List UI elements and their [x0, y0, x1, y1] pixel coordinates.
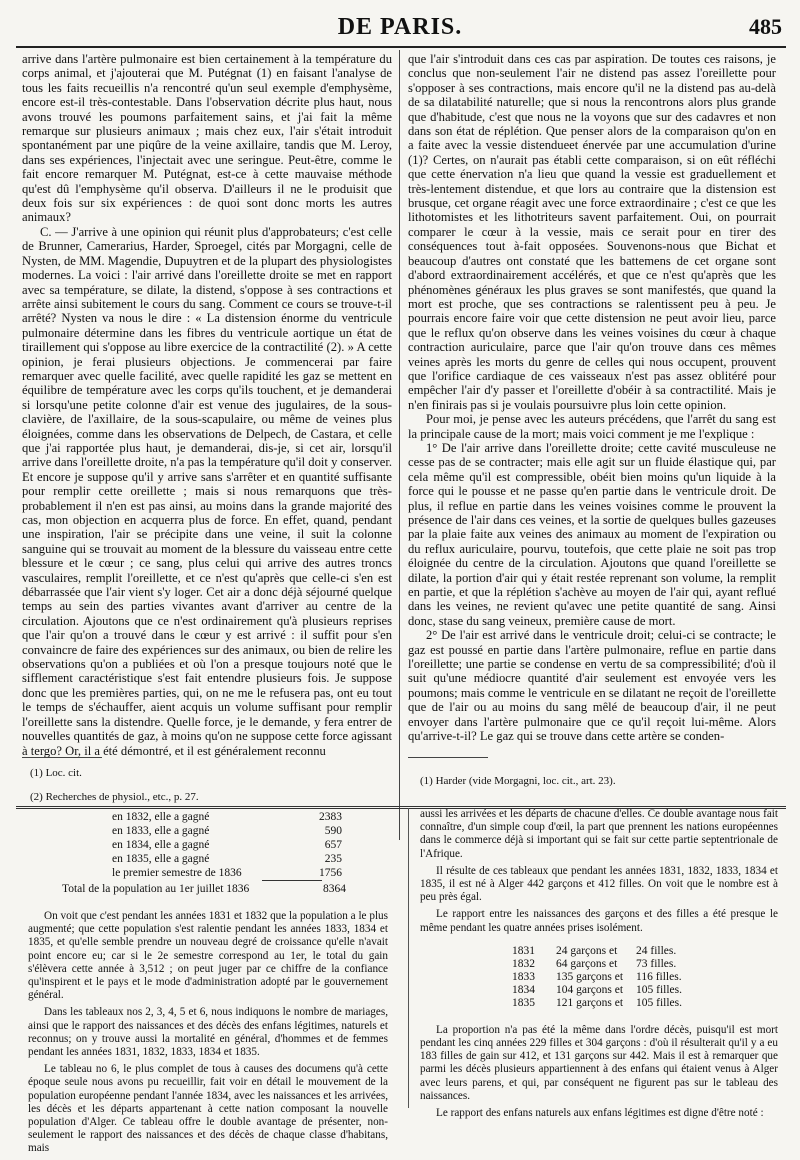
lower-paragraph: La proportion n'a pas été la même dans l'ordre décès, puisqu'il est mort pendant les cinq années 229 filles et 304 garçons : d'où il résulterait qu'il y a eu 183 filles de gain sur 412, et 131 garçons sur 442. Mais il est à remarquer que parmi les décès plusieurs appartiennent à des enfans qui étaient venus à Alger avec leurs parens, et qui, par conséquent ne figurent pas sur le tableau des naissances. — [420, 1023, 778, 1102]
footnote-rule-right — [408, 757, 488, 758]
table-row — [112, 866, 342, 880]
lower-column-divider — [408, 808, 409, 1108]
lower-paragraph: Dans les tableaux nos 2, 3, 4, 5 et 6, nous indiquons le nombre de mariages, ainsi que le rapport des naissances et des décès des enfans légitimes, naturels et reconnus; on y trouve aussi la mortalité en général, d'hommes et de femmes pendant les années 1831, 1832, 1833, 1834 et 1835. — [28, 1006, 388, 1059]
table-row — [112, 852, 342, 866]
total-rule — [262, 880, 322, 881]
row-label: en 1832, elle a gagné — [112, 811, 210, 823]
row-value: 2383 — [319, 811, 342, 823]
lower-paragraph: Le rapport entre les naissances des garçons et des filles a été presque le même pendant les quatre années prises isolément. — [420, 908, 778, 934]
boys-cell: 24 garçons et — [556, 944, 618, 957]
total-value: 8364 — [323, 883, 346, 895]
lower-left-column — [28, 910, 388, 1160]
row-value: 235 — [324, 853, 342, 865]
table-row — [512, 971, 702, 984]
footnotes-right — [420, 774, 780, 798]
year-cell: 1833 — [512, 970, 535, 983]
lower-paragraph: aussi les arrivées et les départs de chacune d'elles. Ce double avantage nous fait connaître, d'un simple coup d'œil, la part que prennent les nations européennes dans le commerce déjà si important qui se fait sur cette partie septentrionale de l'Afrique. — [420, 808, 778, 860]
footnote: (1) Harder (vide Morgagni, loc. cit., art. 23). — [420, 775, 616, 787]
year-cell: 1831 — [512, 944, 535, 957]
boys-cell: 64 garçons et — [556, 957, 618, 970]
row-label: en 1835, elle a gagné — [112, 853, 210, 865]
population-total-row — [62, 883, 346, 895]
table-row — [112, 824, 342, 838]
footnote-rule-left — [22, 757, 102, 758]
footnote: (2) Recherches de physiol., etc., p. 27. — [30, 791, 199, 803]
girls-cell: 73 filles. — [636, 957, 677, 970]
total-label: Total de la population au 1er juillet 1836 — [62, 883, 250, 895]
row-value: 1756 — [319, 867, 342, 879]
page-header-title: DE PARIS. — [337, 14, 463, 40]
left-paragraph: arrive dans l'artère pulmonaire est bien certainement à la température du corps animal, et j'ajouterai que M. Putégnat (1) en faisant l'analyse de tous les faits recueillis n'a rencontré qu'un seul exemple d'emphysème, encore est-il très-contestable. Dans l'observation décrite plus haut, nous avons trouvé les poumons parfaitement sains, et j'ai fait la même remarque sur plusieurs animaux ; mais chez eux, l'air s'était introduit spontanément par une piqûre de la veine axillaire, tandis que M. Leroy, dans ses expériences, l'injectait avec une seringue. Peut-être, comme le fait encore remarquer M. Putégnat, est-ce à cette mauvaise méthode qu'est dû l'emphysème qu'il observa. D'ailleurs il ne le produisit que deux fois sur six expériences : de quoi sont donc morts les autres animaux? — [22, 52, 392, 225]
lower-paragraph: Le tableau no 6, le plus complet de tous à causes des documens qu'à cette époque seule nous avons pu recueillir, fait voir en détail le mouvement de la population européenne pendant l'année 1834, avec les naissances et les arrivées, les décès et les départs appartenant à cette nation composant la nouvelle population d'Alger. Ce tableau offre le double avantage de présenter, non-seulement le rapport des naissances et des décès de chaque classe d'habitans, mais — [28, 1063, 388, 1155]
row-label: en 1833, elle a gagné — [112, 825, 210, 837]
year-cell: 1832 — [512, 957, 535, 970]
right-paragraph: Pour moi, je pense avec les auteurs précédens, que l'arrêt du sang est la principale cause de la mort; mais voici comment je me l'explique : — [408, 412, 776, 441]
row-label: le premier semestre de 1836 — [112, 867, 242, 879]
table-row — [112, 838, 342, 852]
girls-cell: 105 filles. — [636, 983, 682, 996]
girls-cell: 116 filles. — [636, 970, 682, 983]
row-value: 657 — [324, 839, 342, 851]
left-paragraph: C. — J'arrive à une opinion qui réunit plus d'approbateurs; c'est celle de Brunner, Camerarius, Harder, Sproegel, cités par Morgagni, celle de Nysten, de MM. Magendie, Dupuytren et de la plupart des physiologistes modernes. La voici : l'air arrivé dans l'oreillette droite se met en rapport avec sa température, se dilate, la distend, s'oppose à ses contractions et arrête ainsi subitement le cours du sang. Comment ce cours se trouve-t-il arrêté? Nysten va nous le dire : « La distension énorme du ventricule pulmonaire détermine dans les fibres du ventricule aortique un état de tiraillement qui s'oppose au libre exercice de la contractilité (2). » A cette opinion, je ferai plusieurs objections. Je commencerai par faire remarquer avec quelle facilité, avec quelle rapidité les gaz se mettent en équilibre de température avec les corps qu'ils touchent, et je demanderai si lorsqu'une petite colonne d'air est venue des jugulaires, de la sous-clavière, de l'axillaire, de la sous-scapulaire, ou même de veines plus éloignées, comme dans les observations de Delpech, de Castara, et celle que j'ai rapportée plus haut, je demanderai, dis-je, si cet air, lorsqu'il arrive dans l'oreillette droite, n'a pas la température qu'il doit y conserver. Et encore je suppose qu'il y arrive sans s'arrêter et en quantité suffisante pour remplir cette oreillette ; mais si nous remarquons que très-probablement il n'en est pas ainsi, au moins dans la grande majorité des cas, mon objection en acquerra plus de force. En effet, quand, pendant une inspiration, l'air se précipite dans une veine, il suit la colonne sanguine qui se trouvait au moment de la blessure du vaisseau entre cette blessure et le cœur ; ce sang, plus celui qui arrive des autres troncs vasculaires, remplit l'oreillette, et ce n'est qu'après que celle-ci s'en est débarrassée que l'air vient s'y loger. Cet air a donc déjà séjourné quelque temps au sein des parties vivantes avant d'arriver au centre de la circulation. Ajoutons que ce n'est ordinairement qu'à plusieurs reprises que l'air qu'on a trouvé dans le cœur y est arrivé : il suffit pour s'en convaincre de faire des expériences sur des animaux, ou bien de relire les observations qu'on a publiées et où l'on a presque toujours noté que le sifflement caractéristique s'est fait entendre plusieurs fois. Je suppose donc que les premières parties, qui, on ne me le refusera pas, ont eu tout le temps de s'échauffer, aient acquis un volume suffisant pour remplir l'oreillette sans la distendre. Quelle force, je le demande, y fera entrer de nouvelles quantités de gaz, à moins qu'on ne suppose cette force agissant à tergo? Or, il a été démontré, et il est généralement reconnu — [22, 224, 392, 758]
footnote: (1) Loc. cit. — [30, 767, 82, 779]
lower-right-column — [420, 808, 778, 1124]
boys-cell: 135 garçons et — [556, 970, 624, 983]
table-row — [512, 945, 702, 958]
right-paragraph: que l'air s'introduit dans ces cas par aspiration. De toutes ces raisons, je conclus que non-seulement l'air ne distend pas assez l'oreillette pour s'opposer à ses contractions, mais encore qu'il ne la distend pas au-delà de sa dilatabilité naturelle; que si nous la rencontrons alors plus grande que d'habitude, c'est que nous ne la voyons que sur des cadavres et non dans son état de réplétion. Que penser alors de la comparaison qu'on en a faite avec la vessie distendueet énervée par une accumulation d'urine (1)? Certes, on n'aurait pas établi cette comparaison, si on eût réfléchi que cette énervation n'a lieu que quand la vessie est graduellement et très-lentement distendue, et que lors au contraire que la distension est brusque, cet organe réagit avec une force extraordinaire ; c'est ce que les lithotomistes et les lithotriteurs savent parfaitement. Oui, on pourrait comparer le cœur à la vessie, mais ce serait pour en tirer des conséquences tout à-fait opposées. Souvenons-nous que Bichat et beaucoup d'autres ont constaté que les battemens de cet organe sont d'abord extraordinairement accélérés, et que ce n'est qu'après que les phénomènes généraux les plus graves se sont manifestés, que quand la mort est proche, que ses contractions se ralentissent peu à peu. Je pourrais encore faire voir que cette distension ne peut avoir lieu, parce que le reflux qu'on observe dans les veines voisines du cœur à chaque contraction auriculaire, parce que l'air qu'on trouve dans ces mêmes veines après les morts du genre de celles qui nous occupent, prouvent que l'orifice cardiaque de ces vaisseaux n'est pas assez oblitéré pour empêcher l'air d'y passer et l'oreillette d'obéir à sa contractilité. Mais je n'en finirais pas si je voulais poursuivre plus loin cette opinion. — [408, 52, 776, 412]
lower-paragraph: Il résulte de ces tableaux que pendant les années 1831, 1832, 1833, 1834 et 1835, il est né à Alger 442 garçons et 412 filles. On voit que le nombre est à peu près égal. — [420, 864, 778, 904]
table-row — [512, 958, 702, 971]
left-column — [22, 52, 392, 758]
population-gain-table — [112, 810, 342, 880]
boys-cell: 121 garçons et — [556, 996, 624, 1009]
row-label: en 1834, elle a gagné — [112, 839, 210, 851]
table-row — [112, 810, 342, 824]
lower-paragraph: On voit que c'est pendant les années 1831 et 1832 que la population a le plus augmenté; que cette population s'est ralentie pendant les années 1833, 1834 et 1835, et qu'elle semble prendre un nouveau degré de croissance qu'elle n'avait point encore eu; car si le 2e semestre correspond au 1er, le total du gain s'élèvera cette année à 3,512 ; on peut juger par ce chiffre de la confiance qu'inspirent et le pays et le mode d'administration adopté par le gouvernement général. — [28, 910, 388, 1002]
column-divider — [399, 50, 400, 840]
page-number: 485 — [749, 14, 782, 39]
table-row — [512, 984, 702, 997]
year-cell: 1835 — [512, 996, 535, 1009]
year-cell: 1834 — [512, 983, 535, 996]
right-column — [408, 52, 776, 744]
girls-cell: 105 filles. — [636, 996, 682, 1009]
right-paragraph: 1° De l'air arrive dans l'oreillette droite; cette cavité musculeuse ne cesse pas de se contracter; mais elle agit sur un fluide élastique qui, par cela même qu'il est compressible, obéit bien moins qu'un liquide à la force qui le pousse et ne passe qu'en partie dans le ventricule droit. De plus, il reflue en partie dans les veines voisines comme le prouvent la présence de l'air dans ces veines, et la sortie de quelques bulles gazeuses par la plaie faite aux veines des animaux au moment de l'expiration ou du reflux auriculaire, pourvu, toutefois, que cette plaie ne soit pas trop éloignée du centre de la circulation. Ajoutons que quand l'oreillette se dilate, la portion d'air qui y était restée reprenant son volume, la remplit en partie, et que la réplétion s'achève au moyen de l'air qui, ayant reflué dans les veines, ne revient qu'avec une petite quantité de sang. Ainsi donc, stase du sang veineux, première cause de mort. — [408, 440, 776, 628]
lower-paragraph: Le rapport des enfans naturels aux enfans légitimes est digne d'être noté : — [436, 1107, 764, 1120]
girls-cell: 24 filles. — [636, 944, 677, 957]
header-rule — [16, 46, 786, 48]
table-row — [512, 997, 702, 1010]
right-paragraph: 2° De l'air est arrivé dans le ventricule droit; celui-ci se contracte; le gaz est poussé en partie dans l'artère pulmonaire, reflue en partie dans l'oreillette; une partie se condense en vertu de sa compressibilité; d'où il suit qu'une médiocre quantité d'air seulement est envoyée vers les poumons; mais comme le ventricule en se dilatant ne reçoit de l'oreillette que de l'air ou au moins du sang mêlé de beaucoup d'air, il ne peut envoyer dans l'artère pulmonaire que ce qu'il reçoit lui-même. Alors qu'arrive-t-il? Le gaz qui se trouve dans cette artère se conden- — [408, 628, 776, 744]
births-table — [512, 945, 702, 1010]
row-value: 590 — [324, 825, 342, 837]
boys-cell: 104 garçons et — [556, 983, 624, 996]
